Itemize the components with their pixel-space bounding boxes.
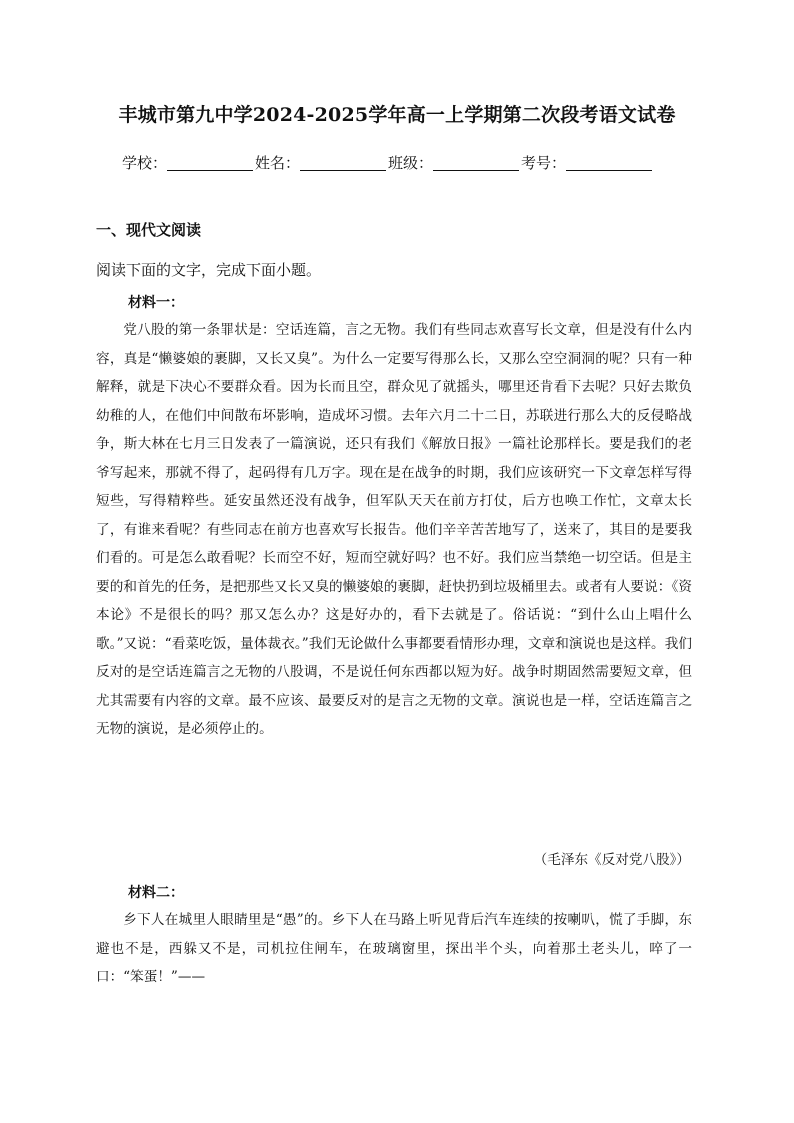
exam-title: 丰城市第九中学2024-2025学年高一上学期第二次段考语文试卷 [118,104,676,126]
name-field [255,152,388,173]
class-field [388,152,521,173]
school-label: 学校： [122,154,168,172]
reading-instruction: 阅读下面的文字，完成下面小题。 [96,261,322,279]
material-1-source: （毛泽东《反对党八股》） [533,852,690,868]
exam-number-label: 考号： [521,154,567,172]
material-2-text: 乡下人在城里人眼睛里是“愚”的。乡下人在马路上听见背后汽车连续的按喇叭，慌了手脚，东避也不是，西躲又不是，司机拉住闸车，在玻璃窗里，探出半个头，向着那土老头儿，啐了一口：“笨蛋！”—— [96,912,692,985]
section-heading: 一、现代文阅读 [96,221,202,239]
material-2-label: 材料二： [128,885,184,901]
student-info-row [122,152,682,173]
exam-number-blank[interactable] [566,156,652,171]
class-blank[interactable] [433,156,519,171]
material-1-label: 材料一： [128,295,184,311]
class-label: 班级： [388,154,434,172]
school-field [122,152,255,173]
name-label: 姓名： [255,154,301,172]
material-1-text: 党八股的第一条罪状是：空话连篇，言之无物。我们有些同志欢喜写长文章，但是没有什么内容，真是“懒婆娘的裹脚，又长又臭”。为什么一定要写得那么长，又那么空空洞洞的呢？只有一种解释，就是下决心不要群众看。因为长而且空，群众见了就摇头，哪里还肯看下去呢？只好去欺负幼稚的人，在他们中间散布坏影响，造成坏习惯。去年六月二十二日，苏联进行那么大的反侵略战争，斯大林在七月三日发表了一篇演说，还只有我们《解放日报》一篇社论那样长。要是我们的老爷写起来，那就不得了，起码得有几万字。现在是在战争的时期，我们应该研究一下文章怎样写得短些，写得精粹些。延安虽然还没有战争，但军队天天在前方打仗，后方也唤工作忙，文章太长了，有谁来看呢？有些同志在前方也喜欢写长报告。他们辛辛苦苦地写了，送来了，其目的是要我们看的。可是怎么敢看呢？长而空不好，短而空就好吗？也不好。我们应当禁绝一切空话。但是主要的和首先的任务，是把那些又长又臭的懒婆娘的裹脚，赶快扔到垃圾桶里去。或者有人要说：《资本论》不是很长的吗？那又怎么办？这是好办的，看下去就是了。俗话说：“到什么山上唱什么歌。”又说：“看菜吃饭，量体裁衣。”我们无论做什么事都要看情形办理，文章和演说也是这样。我们反对的是空话连篇言之无物的八股调，不是说任何东西都以短为好。战争时期固然需要短文章，但尤其需要有内容的文章。最不应该、最要反对的是言之无物的文章。演说也是一样，空话连篇言之无物的演说，是必须停止的。 [96,322,692,737]
school-blank[interactable] [167,156,253,171]
exam-number-field [521,152,654,173]
name-blank[interactable] [300,156,386,171]
